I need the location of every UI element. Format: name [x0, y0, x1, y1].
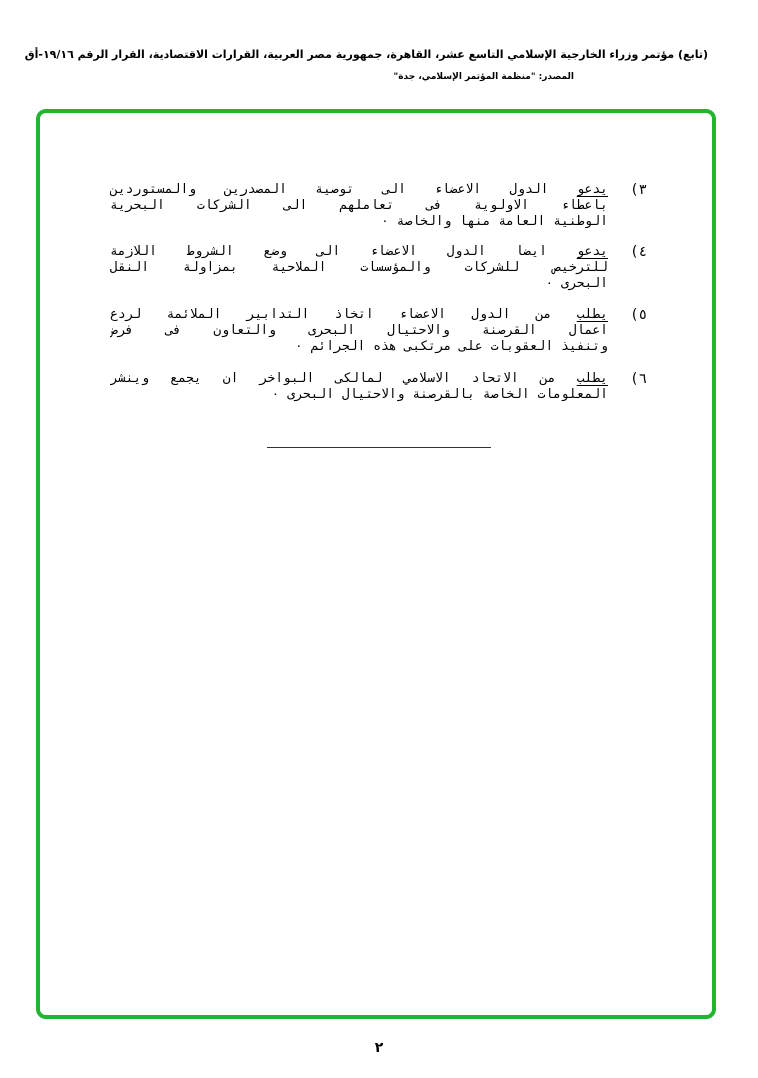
resolution-clause	[110, 371, 647, 403]
clause-verb: يدعو	[576, 182, 608, 197]
clause-line: وتنفيذ العقوبات على مرتكبى هذه الجرائم ٠	[294, 339, 608, 354]
clause-line: الوطنية العامة منها والخاصة ٠	[381, 214, 608, 229]
clause-verb: يدعو	[576, 244, 608, 259]
clause-line: البحرى ٠	[545, 276, 608, 291]
resolution-clause	[110, 182, 647, 230]
resolution-clause	[110, 307, 647, 355]
clause-line: باعطاء الاولوية فى تعاملهم الى الشركات البحرية	[110, 198, 608, 213]
clause-line	[110, 307, 608, 323]
clause-line	[110, 182, 608, 198]
clause-line-text: من الاتحاد الاسلامي لمالكى البواخر ان يجمع وينشر	[110, 371, 577, 386]
clause-line-text: ايضا الدول الاعضاء الى وضع الشروط اللازمة	[110, 244, 577, 259]
clause-text	[110, 307, 608, 355]
clause-text	[110, 371, 608, 403]
clause-number: ٣)	[630, 182, 647, 198]
clause-text	[110, 244, 608, 292]
clause-number: ٤)	[630, 244, 647, 260]
document-source: المصدر: "منظمة المؤتمر الإسلامي، جدة"	[393, 72, 574, 82]
document-title: (تابع) مؤتمر وزراء الخارجية الإسلامي التاسع عشر، القاهرة، جمهورية مصر العربية، القرارات الاقتصادية، القرار الرقم ١٩/١٦-أق	[24, 48, 708, 61]
clause-line: للترخيص للشركات والمؤسسات الملاحية بمزاولة النقل	[110, 260, 608, 275]
clause-number: ٦)	[630, 371, 647, 387]
clause-verb: يطلب	[576, 307, 608, 322]
clause-verb: يطلب	[576, 371, 608, 386]
clause-number: ٥)	[630, 307, 647, 323]
clause-line	[110, 244, 608, 260]
clause-line: اعمال القرصنة والاحتيال البحرى والتعاون فى فرض	[110, 323, 608, 338]
resolution-clause	[110, 244, 647, 292]
clause-text	[110, 182, 608, 230]
clause-line: المعلومات الخاصة بالقرصنة والاحتيال البحرى ٠	[271, 387, 608, 402]
end-of-text-rule	[267, 447, 491, 448]
clause-line-text: من الدول الاعضاء اتخاذ التدابير الملائمة لردع	[110, 307, 577, 322]
clause-line	[110, 371, 608, 387]
clause-line-text: الدول الاعضاء الى توصية المصدرين والمستوردين	[110, 182, 577, 197]
page-number: ٢	[374, 1040, 384, 1056]
